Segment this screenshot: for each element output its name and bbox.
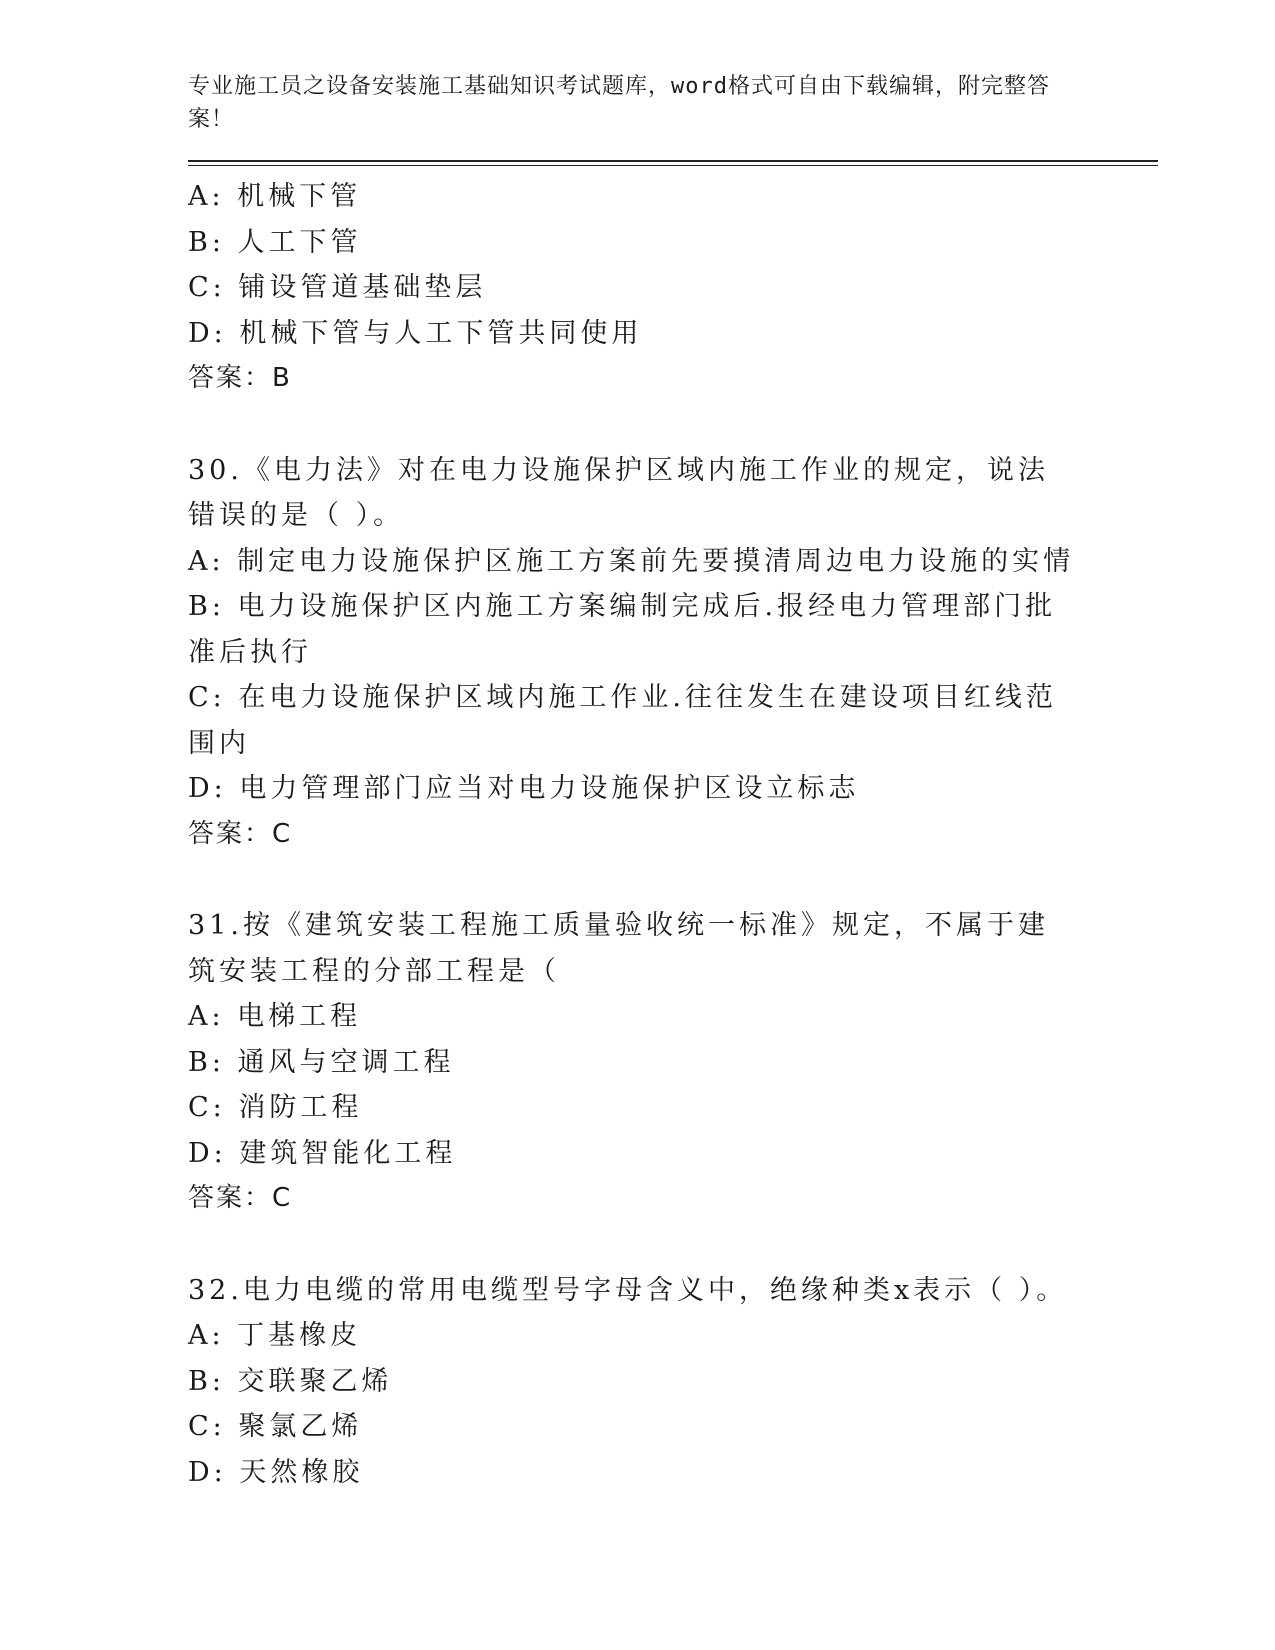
- option-c: C: 铺设管道基础垫层: [188, 272, 487, 303]
- answer: 答案：C: [188, 818, 293, 849]
- document-page: [188, 70, 1158, 1495]
- carryover-question: [188, 174, 1158, 402]
- question-stem: 31.按《建筑安装工程施工质量验收统一标准》规定，不属于建筑安装工程的分部工程是（: [188, 910, 1049, 987]
- question-32: [188, 1268, 1158, 1496]
- option-b: B: 电力设施保护区内施工方案编制完成后.报经电力管理部门批准后执行: [188, 591, 1057, 668]
- question-30: [188, 448, 1158, 858]
- answer: 答案：C: [188, 1183, 293, 1213]
- option-b: B: 通风与空调工程: [188, 1046, 455, 1078]
- option-b: B: 交联聚乙烯: [188, 1365, 393, 1397]
- answer: 答案：B: [188, 363, 292, 393]
- option-d: D: 机械下管与人工下管共同使用: [188, 317, 643, 349]
- option-c: C: 消防工程: [188, 1092, 363, 1123]
- document-header: 专业施工员之设备安装施工基础知识考试题库，word格式可自由下载编辑，附完整答案！: [188, 74, 1050, 132]
- option-a: A: 丁基橡皮: [188, 1320, 362, 1351]
- option-d: D: 电力管理部门应当对电力设施保护区设立标志: [188, 773, 860, 804]
- option-a: A: 机械下管: [188, 181, 362, 212]
- question-31: [188, 903, 1158, 1222]
- question-stem: 30.《电力法》对在电力设施保护区域内施工作业的规定，说法错误的是（ ）。: [188, 454, 1049, 531]
- option-b: B: 人工下管: [188, 226, 362, 258]
- option-c: C: 聚氯乙烯: [188, 1411, 363, 1442]
- option-c: C: 在电力设施保护区域内施工作业.往往发生在建设项目红线范围内: [188, 682, 1057, 759]
- question-stem: 32.电力电缆的常用电缆型号字母含义中，绝缘种类x表示（ ）。: [188, 1274, 1068, 1306]
- header-divider: [188, 160, 1158, 166]
- option-d: D: 建筑智能化工程: [188, 1137, 457, 1169]
- option-a: A: 电梯工程: [188, 1001, 362, 1032]
- option-a: A: 制定电力设施保护区施工方案前先要摸清周边电力设施的实情: [188, 545, 1075, 577]
- option-d: D: 天然橡胶: [188, 1456, 364, 1488]
